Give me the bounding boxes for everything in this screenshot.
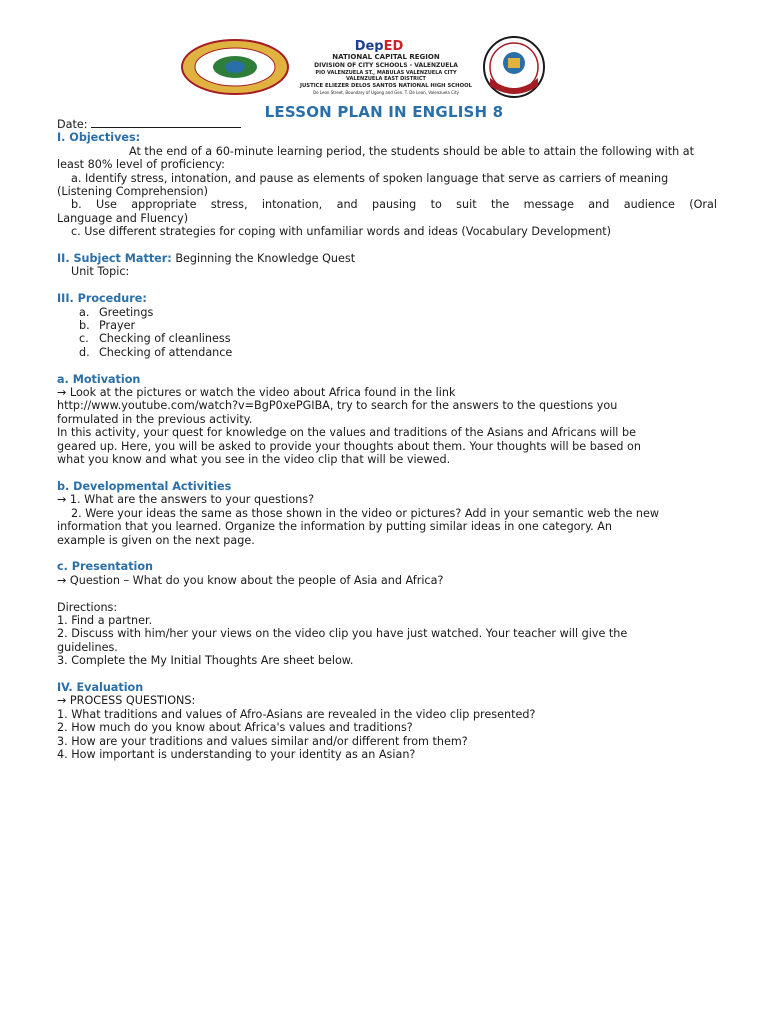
list-item: d. Checking of attendance (79, 345, 233, 359)
developmental-line: → 1. What are the answers to your questions? (57, 493, 315, 507)
list-item: a. Greetings (79, 305, 154, 319)
page-title: LESSON PLAN IN ENGLISH 8 (264, 103, 504, 121)
process-question: 3. How are your traditions and values similar and/or different from them? (57, 734, 468, 748)
lesson-plan-body (57, 118, 717, 761)
header-school-address: De Leon Street, Boundary of Ugong and Gen. T. De Leon, Valenzuela City (313, 90, 459, 95)
header-region: NATIONAL CAPITAL REGION (332, 53, 440, 61)
motivation-line: geared up. Here, you will be asked to provide your thoughts about them. Your thoughts will be based on (57, 439, 641, 453)
subject-matter-line (57, 252, 717, 265)
list-item: b. Prayer (79, 319, 136, 333)
unit-topic: Unit Topic: (71, 265, 130, 279)
header-school-name: JUSTICE ELIEZER DELOS SANTOS NATIONAL HIGH SCHOOL (300, 83, 472, 89)
subject-heading: II. Subject Matter: (57, 252, 172, 266)
directions-label: Directions: (57, 600, 118, 614)
developmental-line: information that you learned. Organize the information by putting similar ideas in one category. An (57, 520, 612, 534)
direction-item: 3. Complete the My Initial Thoughts Are sheet below. (57, 654, 354, 668)
direction-item: 2. Discuss with him/her your views on the video clip you have just watched. Your teacher will give the (57, 627, 628, 641)
objectives-intro-1: At the end of a 60-minute learning period, the students should be able to attain the following with at (129, 144, 694, 158)
objective-b-2: Language and Fluency) (57, 211, 189, 225)
svg-text:DepED: DepED (354, 39, 404, 52)
process-question: 2. How much do you know about Africa's values and traditions? (57, 721, 413, 735)
objectives-intro-2: least 80% level of proficiency: (57, 158, 225, 172)
header-address: PIO VALENZUELA ST., MABULAS VALENZUELA CITY (315, 70, 457, 76)
header-district: VALENZUELA EAST DISTRICT (346, 76, 426, 82)
process-question: 1. What traditions and values of Afro-Asians are revealed in the video clip presented? (57, 707, 536, 721)
motivation-heading: a. Motivation (57, 372, 141, 386)
date-blank (91, 118, 241, 128)
letterhead (0, 36, 768, 98)
date-line (57, 118, 717, 131)
presentation-question: → Question – What do you know about the people of Asia and Africa? (57, 573, 444, 587)
objective-b-1: b. Use appropriate stress, intonation, and pausing to suit the message and audience (Oral (71, 198, 717, 212)
excellence-seal-logo (482, 36, 546, 98)
objectives-heading: I. Objectives: (57, 131, 141, 145)
motivation-link-line: http://www.youtube.com/watch?v=BgP0xePGIBA, try to search for the answers to the questions you (57, 399, 618, 413)
presentation-heading: c. Presentation (57, 560, 154, 574)
direction-item: 1. Find a partner. (57, 613, 153, 627)
motivation-line: → Look at the pictures or watch the video about Africa found in the link (57, 386, 456, 400)
motivation-line: formulated in the previous activity. (57, 412, 253, 426)
developmental-heading: b. Developmental Activities (57, 479, 232, 493)
list-item: c. Checking of cleanliness (79, 332, 231, 346)
objective-a-2: (Listening Comprehension) (57, 185, 208, 199)
deped-logo (346, 38, 412, 52)
procedure-heading: III. Procedure: (57, 292, 147, 306)
date-label: Date: (57, 118, 88, 131)
process-question: 4. How important is understanding to your identity as an Asian? (57, 747, 416, 761)
direction-item: guidelines. (57, 640, 118, 654)
process-questions-label: → PROCESS QUESTIONS: (57, 694, 196, 708)
motivation-line: what you know and what you see in the video clip that will be viewed. (57, 453, 451, 467)
evaluation-heading: IV. Evaluation (57, 680, 144, 694)
subject-value: Beginning the Knowledge Quest (171, 252, 356, 266)
developmental-line: example is given on the next page. (57, 533, 255, 547)
developmental-line: 2. Were your ideas the same as those shown in the video or pictures? Add in your semantic web the new (71, 506, 660, 520)
header-division: DIVISION OF CITY SCHOOLS - VALENZUELA (314, 62, 458, 69)
objective-c: c. Use different strategies for coping with unfamiliar words and ideas (Vocabulary Development) (71, 225, 612, 239)
school-seal-logo (180, 38, 290, 96)
objective-a-1: a. Identify stress, intonation, and pause as elements of spoken language that serve as carriers of meaning (71, 171, 669, 185)
motivation-line: In this activity, your quest for knowledge on the values and traditions of the Asians and Africans will be (57, 426, 636, 440)
